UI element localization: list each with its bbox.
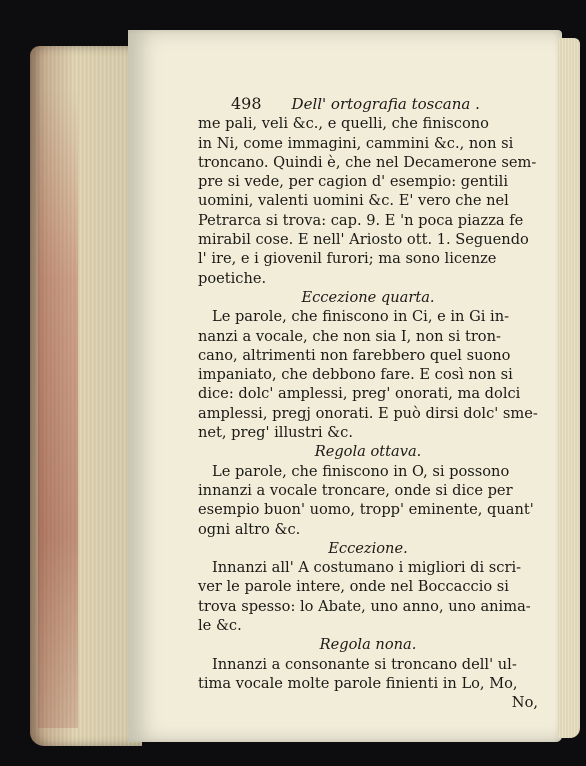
text-line: ogni altro &c.	[198, 520, 301, 538]
text-line: pre si vede, per cagion d' esempio: gentili	[198, 173, 509, 191]
text-line: tima vocale molte parole finienti in Lo, Mo,	[198, 674, 518, 692]
running-header	[198, 94, 538, 114]
text-line: poetiche.	[198, 269, 267, 287]
text-line: me pali, veli &c., e quelli, che finiscono	[198, 115, 489, 133]
section-heading: Regola ottava.	[314, 443, 422, 461]
text-line: cano, altrimenti non farebbero quel suono	[198, 346, 511, 364]
text-line: Petrarca si trova: cap. 9. E 'n poca piazza fe	[198, 211, 524, 229]
page-number: 498	[231, 94, 262, 113]
text-line: Le parole, che finiscono in Ci, e in Gi in-	[212, 308, 510, 326]
text-line: amplessi, pregj onorati. E può dirsi dolc' sme-	[198, 404, 538, 422]
text-line: trova spesso: lo Abate, uno anno, uno anima-	[198, 597, 531, 615]
body-lines	[198, 114, 538, 712]
text-line: nanzi a vocale, che non sia I, non si tron-	[198, 327, 501, 345]
text-line: esempio buon' uomo, tropp' eminente, quant'	[198, 501, 534, 519]
text-line: in Ni, come immagini, cammini &c., non si	[198, 134, 514, 152]
text-line: Innanzi a consonante si troncano dell' ul-	[212, 655, 517, 673]
section-heading: Eccezione quarta.	[301, 288, 435, 306]
text-line: Innanzi all' A costumano i migliori di scri-	[212, 559, 522, 577]
section-heading: Eccezione.	[328, 539, 408, 557]
text-line: dice: dolc' amplessi, preg' onorati, ma dolci	[198, 385, 521, 403]
section-heading: Regola nona.	[319, 636, 417, 654]
page-text	[198, 94, 538, 713]
text-line: No,	[511, 694, 538, 712]
text-line: impaniato, che debbono fare. E così non si	[198, 366, 513, 384]
text-line: Le parole, che finiscono in O, si possono	[212, 462, 510, 480]
text-line: troncano. Quindi è, che nel Decamerone sem-	[198, 153, 537, 171]
text-line: innanzi a vocale troncare, onde si dice per	[198, 481, 513, 499]
text-line: net, preg' illustri &c.	[198, 424, 353, 442]
text-line: mirabil cose. E nell' Ariosto ott. 1. Seguendo	[198, 231, 529, 249]
stained-edge	[38, 88, 78, 728]
text-line: uomini, valenti uomini &c. E' vero che nel	[198, 192, 509, 210]
running-title: Dell' ortografia toscana .	[291, 95, 480, 113]
text-line: le &c.	[198, 617, 242, 635]
text-line: ver le parole intere, onde nel Boccaccio si	[198, 578, 509, 596]
text-line: l' ire, e i giovenil furori; ma sono licenze	[198, 250, 497, 268]
page-right-edge	[558, 38, 580, 738]
